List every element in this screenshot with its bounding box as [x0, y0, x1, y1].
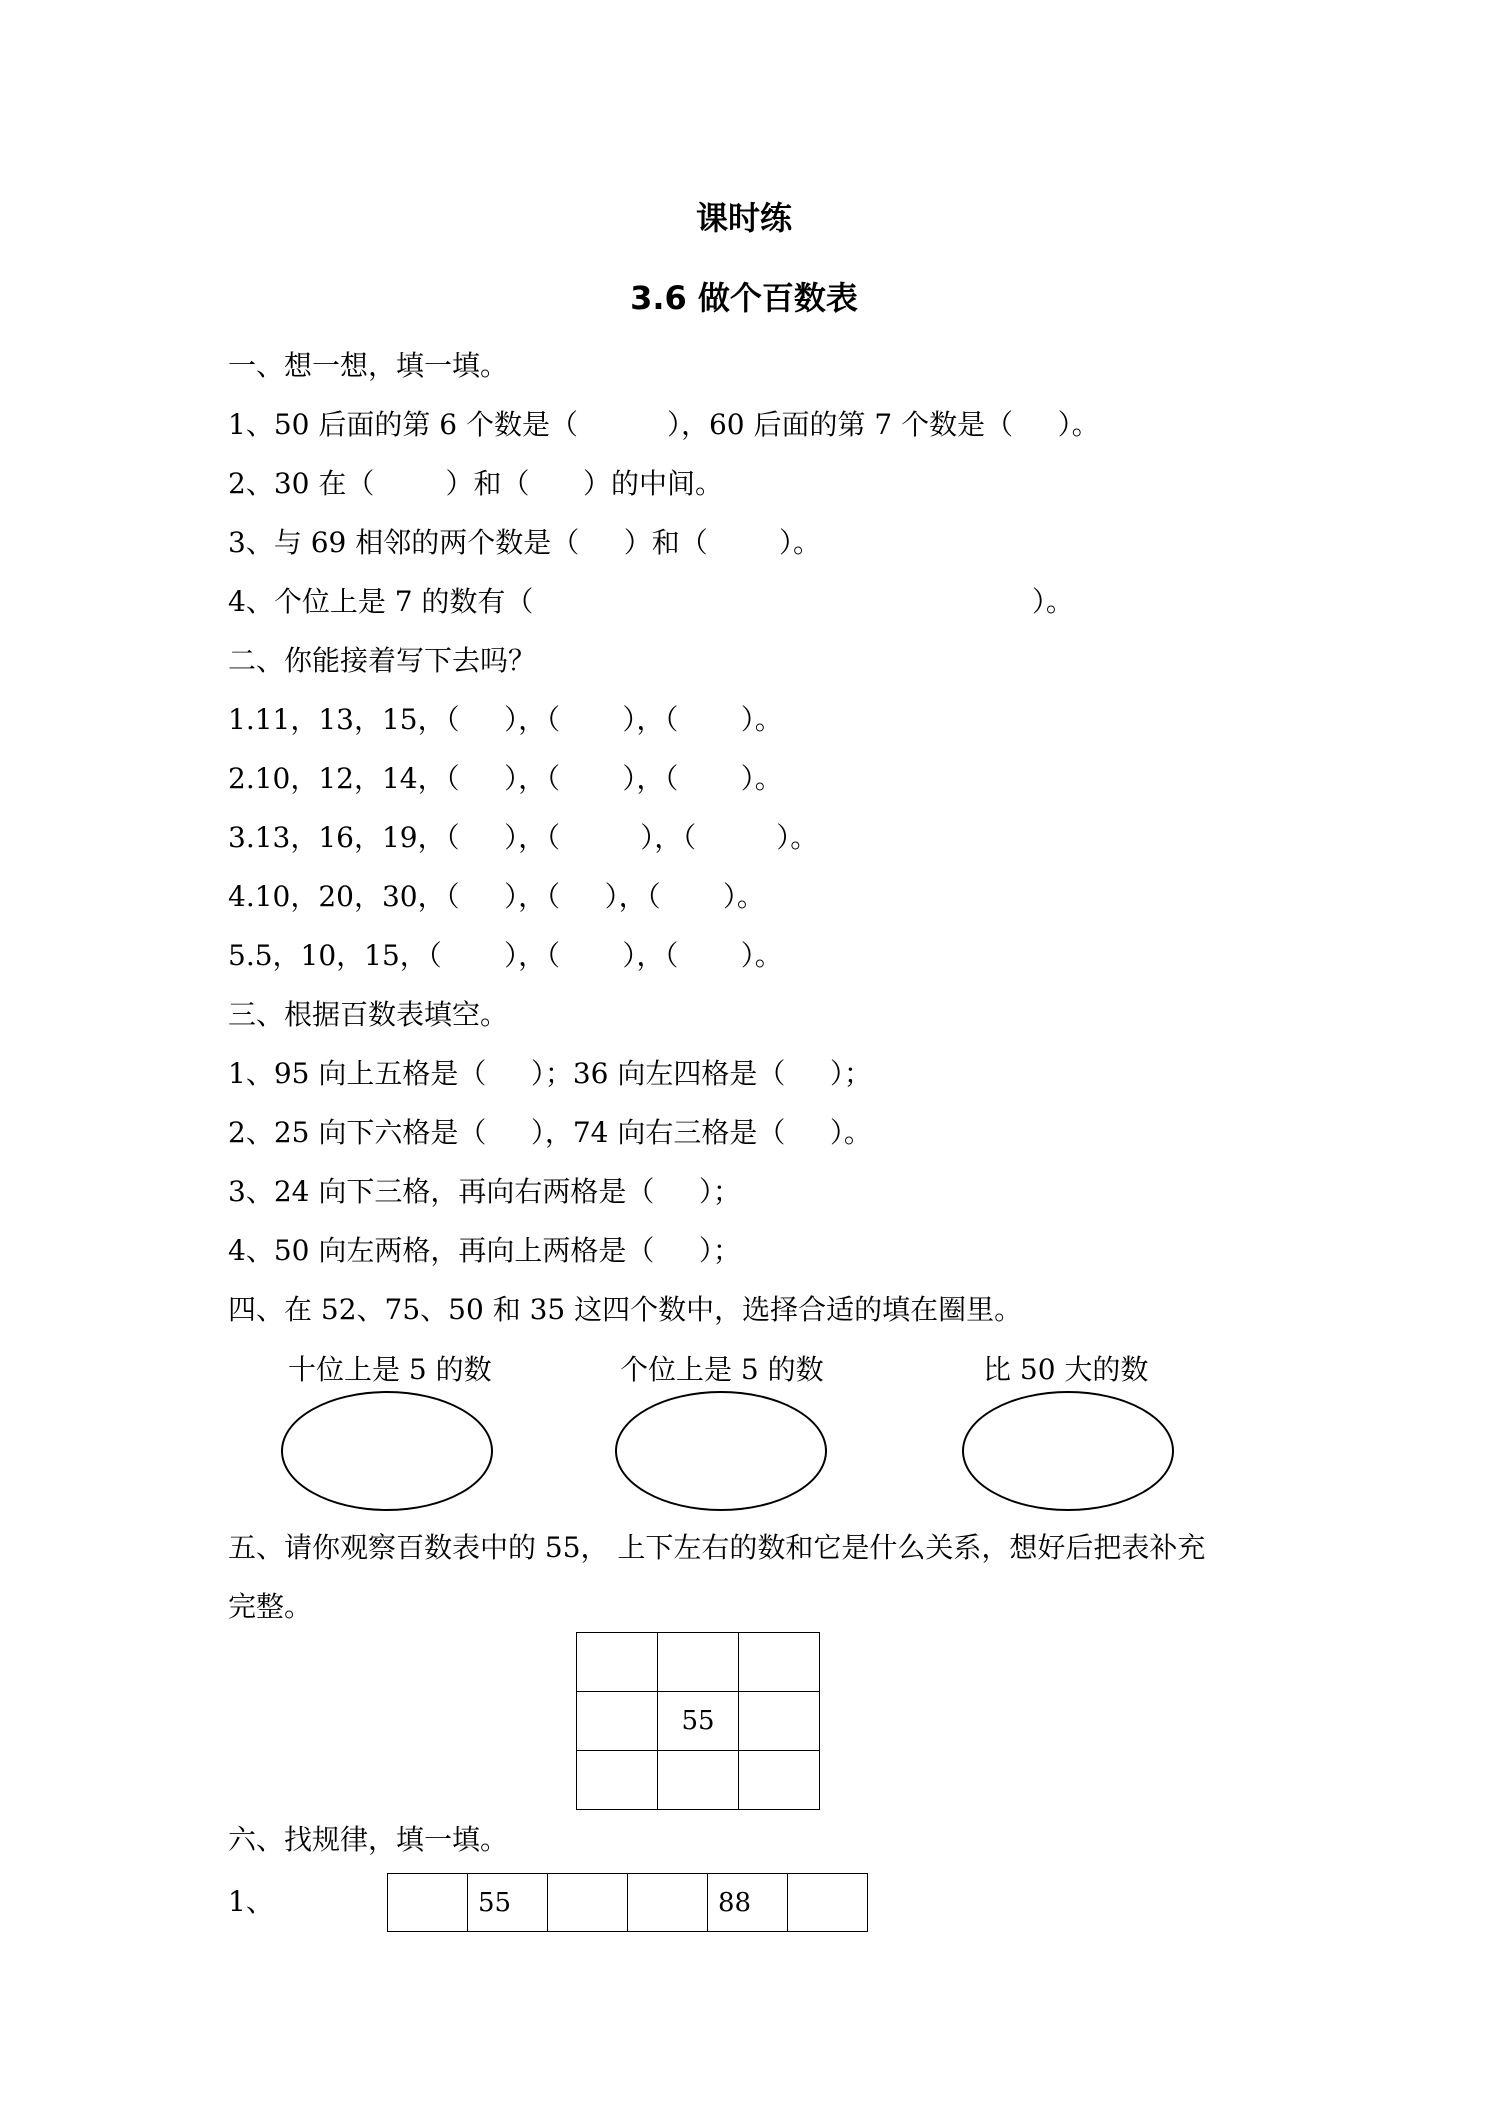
grid-cell[interactable] — [739, 1692, 820, 1751]
section-5-heading: 五、请你观察百数表中的 55， 上下左右的数和它是什么关系，想好后把表补充 — [228, 1531, 1206, 1564]
q3-1: 1、95 向上五格是（ ）；36 向左四格是（ ）； — [228, 1057, 872, 1090]
section-6-heading: 六、找规律，填一填。 — [228, 1823, 509, 1856]
circle-label-tens-5: 十位上是 5 的数 — [288, 1353, 492, 1386]
grid-cell[interactable] — [739, 1751, 820, 1810]
grid-cell[interactable] — [577, 1692, 658, 1751]
section-4-heading: 四、在 52、75、50 和 35 这四个数中，选择合适的填在圈里。 — [228, 1293, 1023, 1326]
pattern-cell[interactable] — [788, 1874, 868, 1932]
section-5-heading-cont: 完整。 — [228, 1590, 313, 1623]
page-title: 课时练 — [695, 199, 792, 237]
grid-cell-center: 55 — [658, 1692, 739, 1751]
q3-3: 3、24 向下三格，再向右两格是（ ）； — [228, 1175, 741, 1208]
page-subtitle: 3.6 做个百数表 — [630, 279, 858, 317]
section-1-heading: 一、想一想，填一填。 — [228, 349, 509, 382]
answer-circle-gt-50[interactable] — [962, 1391, 1174, 1511]
q2-4: 4.10，20，30，（ ），（ ），（ ）。 — [228, 880, 765, 913]
pattern-cell[interactable] — [388, 1874, 468, 1932]
q1-2: 2、30 在（ ）和（ ）的中间。 — [228, 467, 723, 500]
q2-3: 3.13，16，19，（ ），（ ），（ ）。 — [228, 821, 819, 854]
q3-2: 2、25 向下六格是（ ），74 向右三格是（ ）。 — [228, 1116, 872, 1149]
section-2-heading: 二、你能接着写下去吗？ — [228, 644, 537, 677]
section-3-heading: 三、根据百数表填空。 — [228, 998, 509, 1031]
grid-cell[interactable] — [577, 1633, 658, 1692]
answer-circle-ones-5[interactable] — [615, 1391, 827, 1511]
answer-circle-tens-5[interactable] — [281, 1391, 493, 1511]
grid-cell[interactable] — [658, 1751, 739, 1810]
q3-4: 4、50 向左两格，再向上两格是（ ）； — [228, 1234, 741, 1267]
pattern-cell[interactable] — [548, 1874, 628, 1932]
pattern-row — [387, 1873, 868, 1932]
q1-1: 1、50 后面的第 6 个数是（ ），60 后面的第 7 个数是（ ）。 — [228, 408, 1100, 441]
grid-cell[interactable] — [658, 1633, 739, 1692]
circle-label-ones-5: 个位上是 5 的数 — [620, 1353, 824, 1386]
q2-2: 2.10，12，14，（ ），（ ），（ ）。 — [228, 762, 783, 795]
pattern-cell: 88 — [708, 1874, 788, 1932]
q2-1: 1.11，13，15，（ ），（ ），（ ）。 — [228, 703, 783, 736]
pattern-cell: 55 — [468, 1874, 548, 1932]
hundred-chart-grid — [576, 1632, 820, 1810]
circle-label-gt-50: 比 50 大的数 — [983, 1353, 1149, 1386]
grid-cell[interactable] — [577, 1751, 658, 1810]
pattern-cell[interactable] — [628, 1874, 708, 1932]
grid-cell[interactable] — [739, 1633, 820, 1692]
section-6-item-label: 1、 — [228, 1885, 274, 1918]
q2-5: 5.5，10，15，（ ），（ ），（ ）。 — [228, 939, 783, 972]
q1-3: 3、与 69 相邻的两个数是（ ）和（ ）。 — [228, 526, 821, 559]
q1-4: 4、个位上是 7 的数有（ ）。 — [228, 585, 1074, 618]
